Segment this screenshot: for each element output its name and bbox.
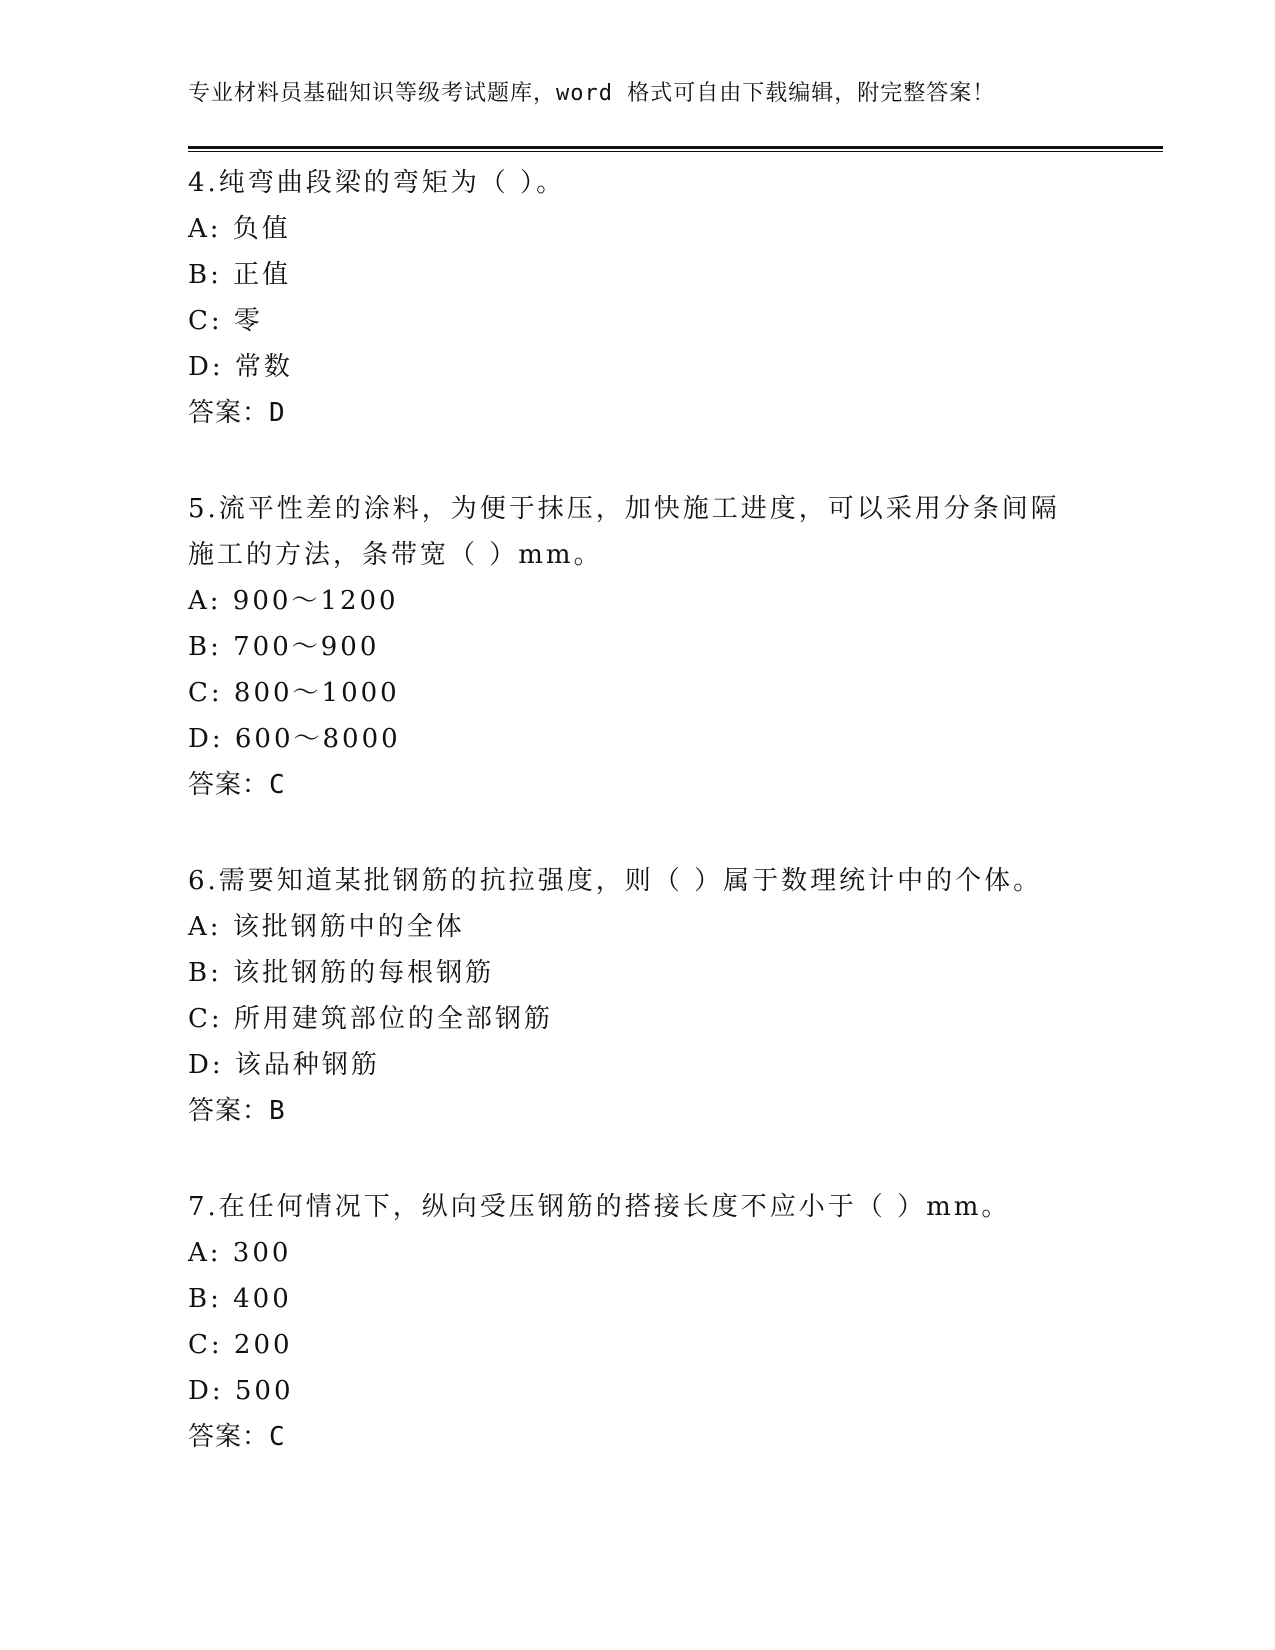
question-stem: 7.在任何情况下，纵向受压钢筋的搭接长度不应小于（ ）mm。	[188, 1192, 1011, 1222]
option-c: C: 200	[188, 1330, 293, 1360]
option-d: D: 该品种钢筋	[188, 1050, 380, 1080]
header-rule-thick	[188, 146, 1163, 149]
option-c: C: 800～1000	[188, 678, 400, 708]
question-list	[188, 160, 1163, 1510]
header-rule-thin	[188, 151, 1163, 152]
answer-line: 答案：C	[188, 1422, 286, 1452]
option-b: B: 正值	[188, 260, 292, 290]
question-7	[188, 1184, 1163, 1460]
option-c: C: 所用建筑部位的全部钢筋	[188, 1004, 553, 1034]
option-a: A: 900～1200	[188, 586, 399, 616]
question-6	[188, 858, 1163, 1134]
question-stem: 6.需要知道某批钢筋的抗拉强度，则（ ）属于数理统计中的个体。	[188, 866, 1043, 896]
option-d: D: 常数	[188, 352, 293, 382]
option-c: C: 零	[188, 306, 263, 336]
question-stem-continued: 施工的方法，条带宽（ ）mm。	[188, 540, 603, 570]
page-header: 专业材料员基础知识等级考试题库，word 格式可自由下载编辑，附完整答案！	[188, 81, 996, 106]
answer-line: 答案：C	[188, 770, 286, 800]
question-5	[188, 486, 1163, 808]
option-d: D: 500	[188, 1376, 294, 1406]
answer-line: 答案：B	[188, 1096, 286, 1126]
option-a: A: 300	[188, 1238, 292, 1268]
question-4	[188, 160, 1163, 436]
question-stem: 4.纯弯曲段梁的弯矩为（ ）。	[188, 168, 566, 198]
option-b: B: 该批钢筋的每根钢筋	[188, 958, 495, 988]
option-d: D: 600～8000	[188, 724, 401, 754]
answer-line: 答案：D	[188, 398, 286, 428]
option-b: B: 400	[188, 1284, 292, 1314]
option-a: A: 该批钢筋中的全体	[188, 912, 465, 942]
option-b: B: 700～900	[188, 632, 380, 662]
question-stem: 5.流平性差的涂料，为便于抹压，加快施工进度，可以采用分条间隔	[188, 494, 1060, 524]
option-a: A: 负值	[188, 214, 291, 244]
